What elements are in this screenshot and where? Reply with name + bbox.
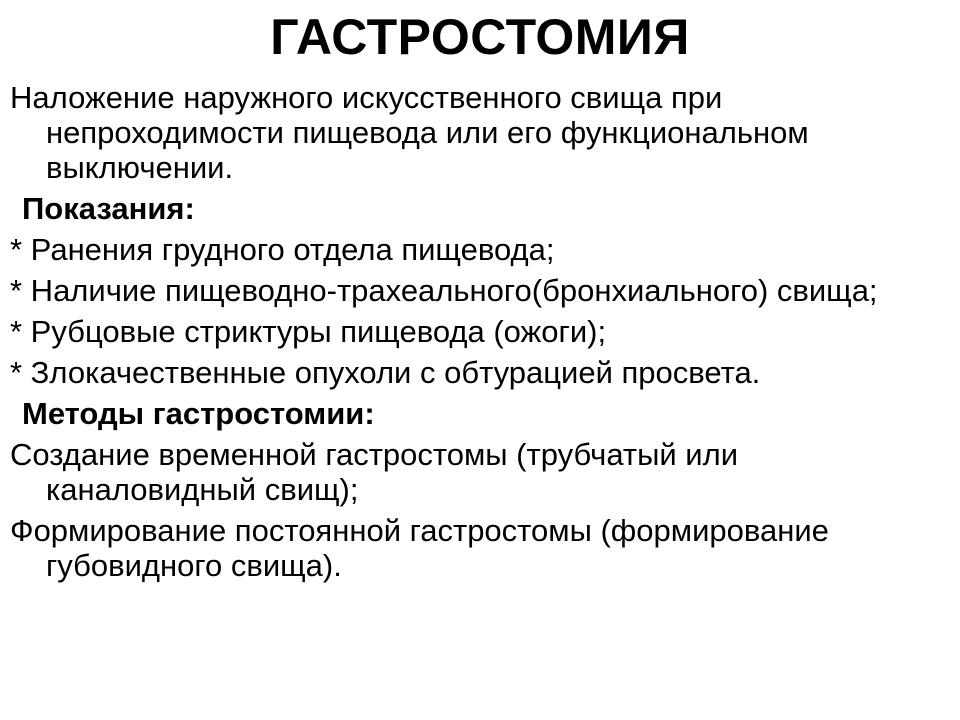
slide-title: ГАСТРОСТОМИЯ: [270, 9, 690, 65]
intro-paragraph: Наложение наружного искусственного свища при непроходимости пищевода или его функциональном выключении.: [10, 80, 809, 185]
indications-heading: Показания:: [22, 191, 195, 226]
slide-body: [10, 80, 945, 589]
indication-item: * Рубцовые стриктуры пищевода (ожоги);: [10, 314, 607, 349]
indication-item: * Наличие пищеводно-трахеального(бронхиального) свища;: [10, 273, 878, 308]
method-item: Создание временной гастростомы (трубчатый или каналовидный свищ);: [10, 437, 739, 507]
indication-item: * Ранения грудного отдела пищевода;: [10, 232, 555, 267]
indication-item: * Злокачественные опухоли с обтурацией просвета.: [10, 355, 761, 390]
methods-heading: Методы гастростомии:: [22, 396, 375, 431]
method-item: Формирование постоянной гастростомы (формирование губовидного свища).: [10, 513, 829, 583]
